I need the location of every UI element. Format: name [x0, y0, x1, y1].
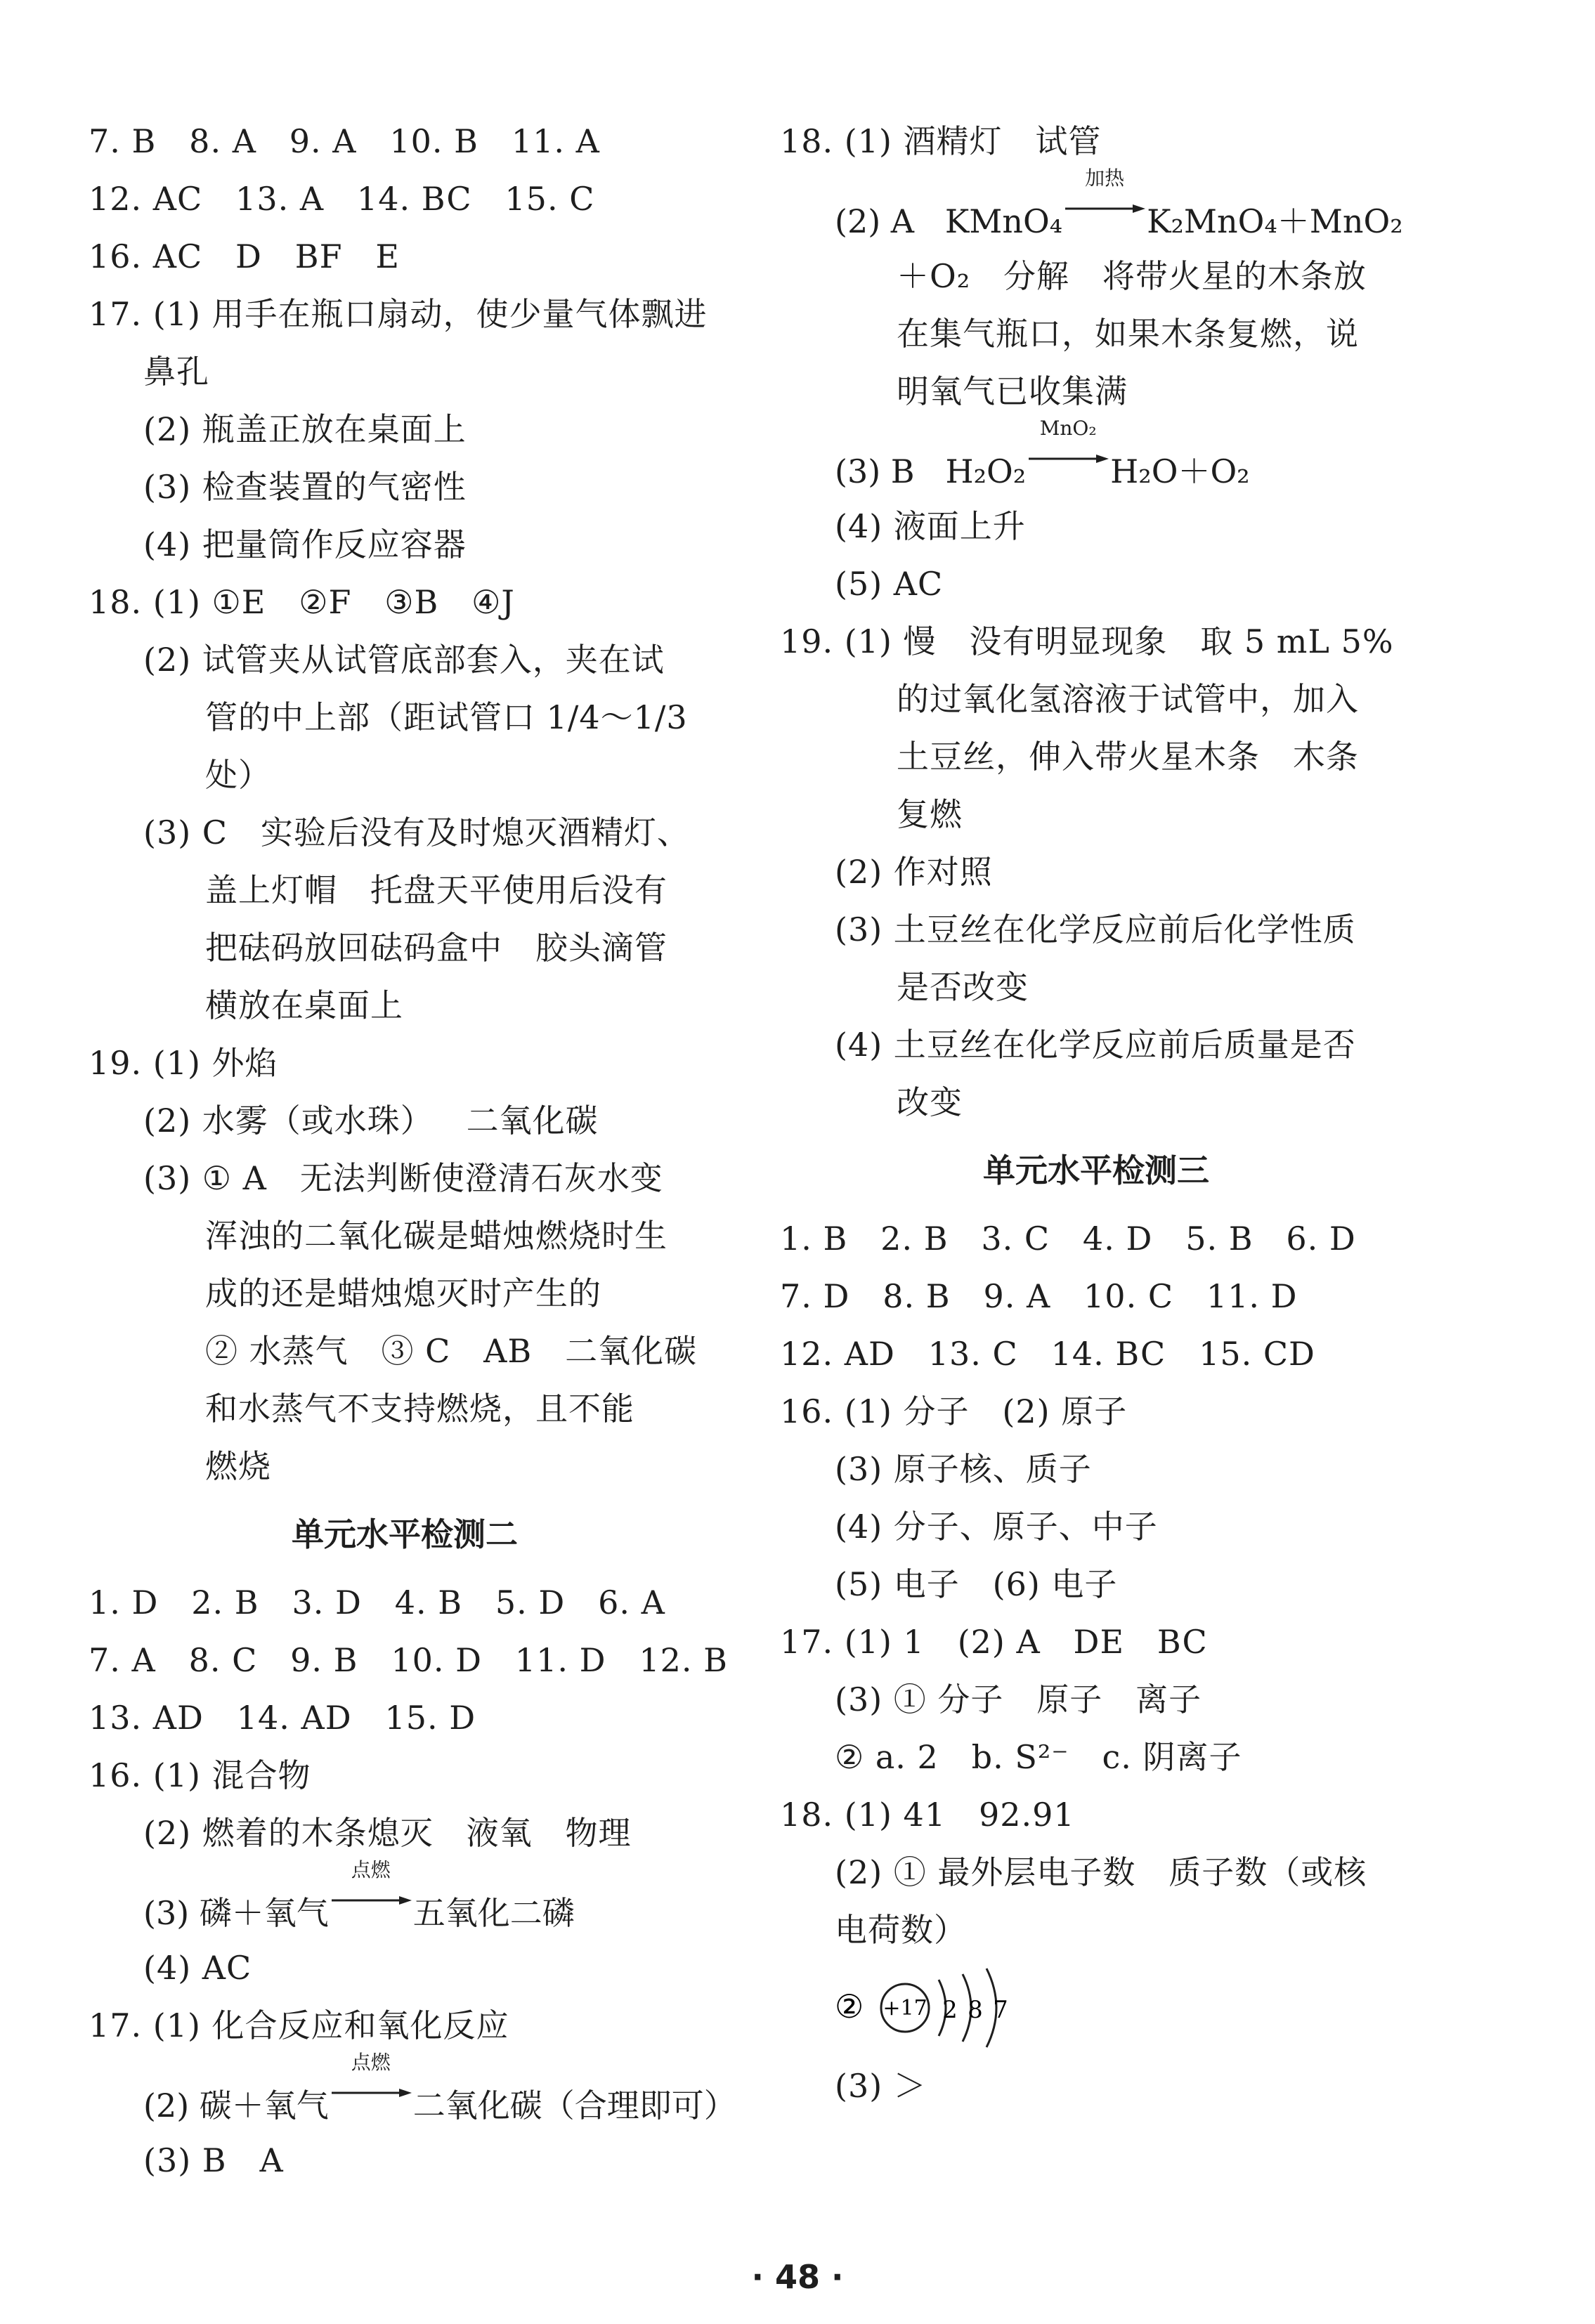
answer-line: (3) C 实验后没有及时熄灭酒精灯、 [143, 814, 690, 851]
answer-line: 12. AC 13. A 14. BC 15. C [89, 180, 595, 218]
equation-products: 二氧化碳（合理即可） [412, 2087, 736, 2124]
answer-line: (2) 瓶盖正放在桌面上 [143, 410, 467, 448]
answer-line: (3) 土豆丝在化学反应前后化学性质 [835, 910, 1356, 948]
answer-line: 的过氧化氢溶液于试管中，加入 [897, 680, 1359, 718]
reaction-arrow [1026, 417, 1110, 483]
answer-line: 土豆丝，伸入带火星木条 木条 [897, 738, 1359, 776]
answer-line: 16. (1) 混合物 [89, 1756, 311, 1794]
answer-line: (4) 土豆丝在化学反应前后质量是否 [835, 1026, 1356, 1064]
chlorine-atom-diagram [835, 1964, 1060, 2056]
answer-line: (2) 试管夹从试管底部套入，夹在试 [143, 641, 665, 679]
answer-line: 1. B 2. B 3. C 4. D 5. B 6. D [780, 1220, 1356, 1258]
answer-line: (3) ＞ [835, 2067, 927, 2105]
answer-line: 1. D 2. B 3. D 4. B 5. D 6. A [89, 1584, 665, 1621]
equation-line [89, 2051, 736, 2132]
answer-line: 7. A 8. C 9. B 10. D 11. D 12. B [89, 1641, 728, 1679]
answer-line: 18. (1) 41 92.91 [780, 1796, 1075, 1834]
answer-line: 13. AD 14. AD 15. D [89, 1699, 476, 1737]
shell-electron-count: 8 [968, 1996, 983, 2024]
answer-line: 复燃 [897, 795, 963, 833]
answer-line: 把砝码放回砝码盒中 胶头滴管 [205, 929, 668, 967]
answer-line: 17. (1) 化合反应和氧化反应 [89, 2006, 509, 2044]
answer-line: (2) 作对照 [835, 853, 993, 891]
answer-line: 横放在桌面上 [205, 986, 403, 1024]
equation-line [780, 167, 1412, 247]
answer-line: ② 水蒸气 ③ C AB 二氧化碳 [205, 1332, 698, 1370]
answer-line: (2) ① 最外层电子数 质子数（或核 [835, 1853, 1367, 1891]
equation-products: K₂MnO₄＋MnO₂ [1147, 202, 1403, 240]
answer-line: (4) 液面上升 [835, 507, 1026, 545]
equation-reactants: (2) 碳＋氧气 [143, 2087, 329, 2124]
shell-electron-count: 7 [993, 1996, 1008, 2024]
atom-structure-row [780, 1959, 1412, 2057]
answer-line: ② a. 2 b. S²⁻ c. 阴离子 [835, 1738, 1242, 1776]
arrow-icon [329, 2089, 413, 2117]
page-number: · 48 · [751, 2258, 844, 2296]
left-column [89, 112, 736, 2189]
answer-line: (4) 把量筒作反应容器 [143, 525, 467, 563]
equation-reactants: (3) B H₂O₂ [835, 452, 1027, 490]
section-heading: 单元水平检测二 [292, 1515, 518, 1553]
answer-line: 和水蒸气不支持燃烧，且不能 [205, 1390, 634, 1428]
answer-line: 鼻孔 [143, 353, 209, 391]
answer-line: 处） [205, 756, 271, 794]
answer-line: 16. AC D BF E [89, 237, 400, 275]
answer-line: (3) ① A 无法判断使澄清石灰水变 [143, 1159, 663, 1197]
answer-line: 成的还是蜡烛熄灭时产生的 [205, 1274, 601, 1312]
answer-line: (5) 电子 (6) 电子 [835, 1565, 1118, 1603]
answer-line: 18. (1) ①E ②F ③B ④J [89, 583, 515, 621]
reaction-condition: MnO₂ [1039, 417, 1097, 440]
reaction-condition: 点燃 [351, 2051, 391, 2074]
circled-two-label: ② [835, 1987, 864, 2025]
reaction-arrow [329, 1858, 413, 1924]
answer-line: (3) 检查装置的气密性 [143, 468, 467, 506]
arrow-icon [329, 1896, 413, 1924]
answer-line: 管的中上部（距试管口 1/4～1/3 [205, 698, 688, 736]
equation-reactants: (2) A KMnO₄ [835, 202, 1063, 240]
reaction-arrow [1062, 167, 1147, 233]
answer-line: (3) ① 分子 原子 离子 [835, 1680, 1202, 1718]
answer-line: 17. (1) 1 (2) A DE BC [780, 1623, 1208, 1661]
reaction-condition: 点燃 [351, 1858, 391, 1881]
shell-electron-count: 2 [942, 1996, 958, 2024]
answer-line: 16. (1) 分子 (2) 原子 [780, 1392, 1128, 1430]
answer-line: 燃烧 [205, 1447, 271, 1485]
answer-line: 在集气瓶口，如果木条复燃，说 [897, 315, 1359, 353]
answer-line: 7. D 8. B 9. A 10. C 11. D [780, 1277, 1298, 1315]
equation-reactants: (3) 磷＋氧气 [143, 1894, 329, 1932]
answer-line: (3) 原子核、质子 [835, 1450, 1092, 1488]
answer-line: (5) AC [835, 565, 944, 603]
equation-line [780, 417, 1412, 497]
arrow-icon [1062, 204, 1147, 233]
equation-line [89, 1858, 721, 1939]
equation-products: H₂O＋O₂ [1110, 452, 1250, 490]
answer-line: (4) AC [143, 1949, 252, 1987]
answer-line: ＋O₂ 分解 将带火星的木条放 [897, 257, 1367, 295]
answer-line: 7. B 8. A 9. A 10. B 11. A [89, 122, 600, 160]
answer-line: (2) 燃着的木条熄灭 液氧 物理 [143, 1814, 632, 1852]
answer-line: 改变 [897, 1083, 963, 1121]
answer-line: 12. AD 13. C 14. BC 15. CD [780, 1335, 1315, 1373]
arrow-icon [1026, 455, 1110, 483]
answer-line: 19. (1) 慢 没有明显现象 取 5 mL 5% [780, 622, 1394, 660]
section-heading: 单元水平检测三 [983, 1151, 1209, 1189]
answer-line: 17. (1) 用手在瓶口扇动，使少量气体飘进 [89, 295, 708, 333]
answer-line: (2) 水雾（或水珠） 二氧化碳 [143, 1102, 599, 1140]
answer-line: (3) B A [143, 2141, 284, 2179]
reaction-arrow [329, 2051, 413, 2117]
nucleus-charge: +17 [883, 1996, 927, 2021]
answer-line: 明氧气已收集满 [897, 372, 1128, 410]
answer-line: 19. (1) 外焰 [89, 1044, 278, 1082]
equation-products: 五氧化二磷 [412, 1894, 575, 1932]
answer-line: 浑浊的二氧化碳是蜡烛燃烧时生 [205, 1217, 668, 1255]
answer-line: 是否改变 [897, 968, 1029, 1006]
answer-line: 盖上灯帽 托盘天平使用后没有 [205, 871, 668, 909]
answer-line: 电荷数） [835, 1911, 967, 1949]
reaction-condition: 加热 [1085, 167, 1125, 190]
answer-line: 18. (1) 酒精灯 试管 [780, 122, 1102, 160]
right-column [780, 112, 1412, 2115]
answer-line: (4) 分子、原子、中子 [835, 1508, 1158, 1546]
